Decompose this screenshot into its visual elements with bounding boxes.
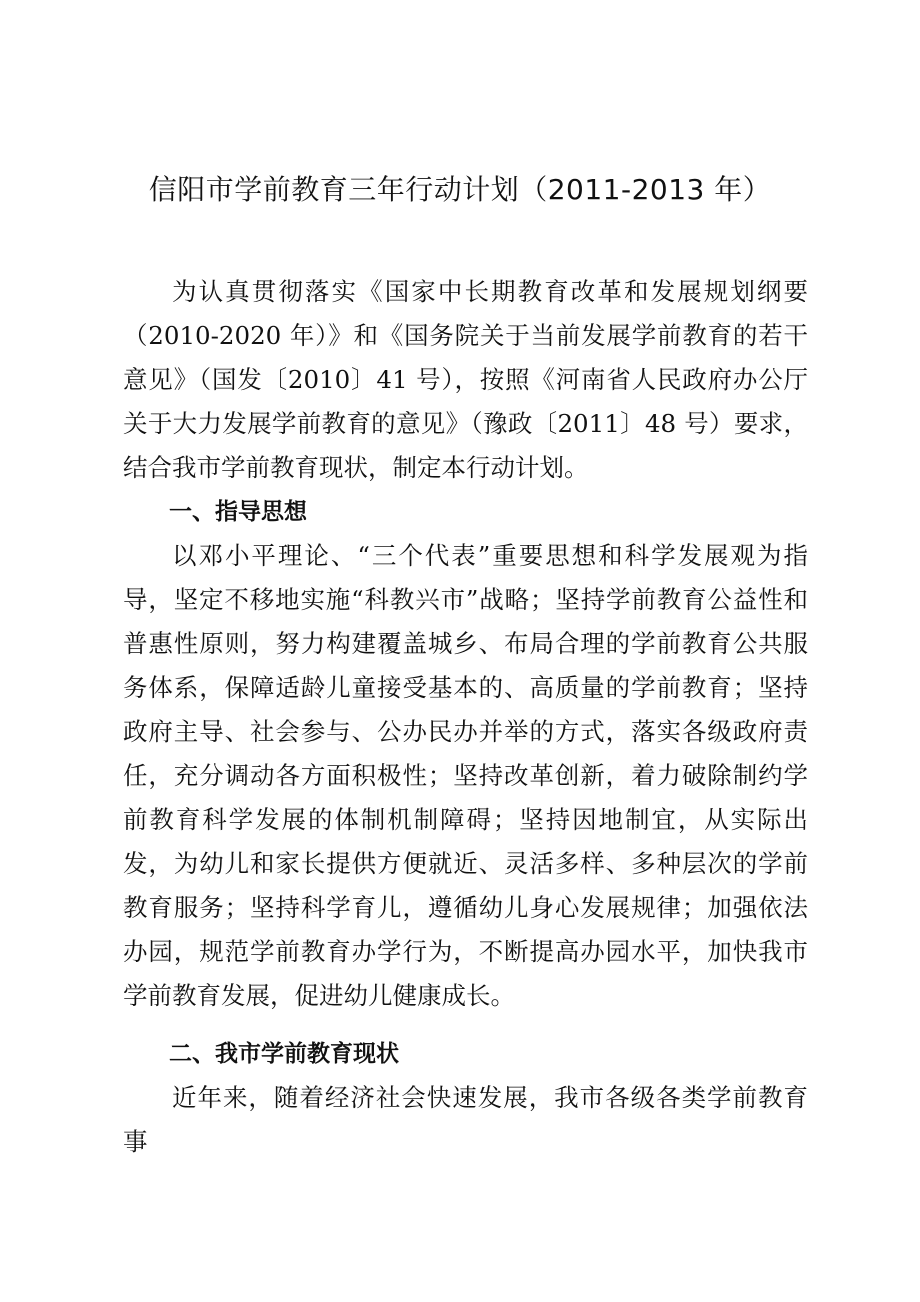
section-heading-current-status: 二、我市学前教育现状 xyxy=(169,1041,399,1067)
section-paragraph-current-status: 近年来，随着经济社会快速发展，我市各级各类学前教育事 xyxy=(123,1083,808,1156)
section-paragraph-guiding-ideology: 以邓小平理论、“三个代表”重要思想和科学发展观为指导，坚定不移地实施“科教兴市”战略；坚持学前教育公益性和普惠性原则，努力构建覆盖城乡、布局合理的学前教育公共服务体系，保障适龄儿童接受基本的、高质量的学前教育；坚持政府主导、社会参与、公办民办并举的方式，落实各级政府责任，充分调动各方面积极性；坚持改革创新，着力破除制约学前教育科学发展的体制机制障碍；坚持因地制宜，从实际出发，为幼儿和家长提供方便就近、灵活多样、多种层次的学前教育服务；坚持科学育儿，遵循幼儿身心发展规律；加强依法办园，规范学前教育办学行为，不断提高办园水平，加快我市学前教育发展，促进幼儿健康成长。 xyxy=(123,541,808,1010)
section-heading-guiding-ideology: 一、指导思想 xyxy=(169,499,307,525)
document-body xyxy=(123,270,808,1164)
intro-paragraph: 为认真贯彻落实《国家中长期教育改革和发展规划纲要（2010-2020 年）》和《国务院关于当前发展学前教育的若干意见》（国发〔2010〕41 号），按照《河南省人民政府办公厅关于大力发展学前教育的意见》（豫政〔2011〕48 号）要求，结合我市学前教育现状，制定本行动计划。 xyxy=(123,277,808,482)
document-title: 信阳市学前教育三年行动计划（2011-2013 年） xyxy=(148,173,772,206)
